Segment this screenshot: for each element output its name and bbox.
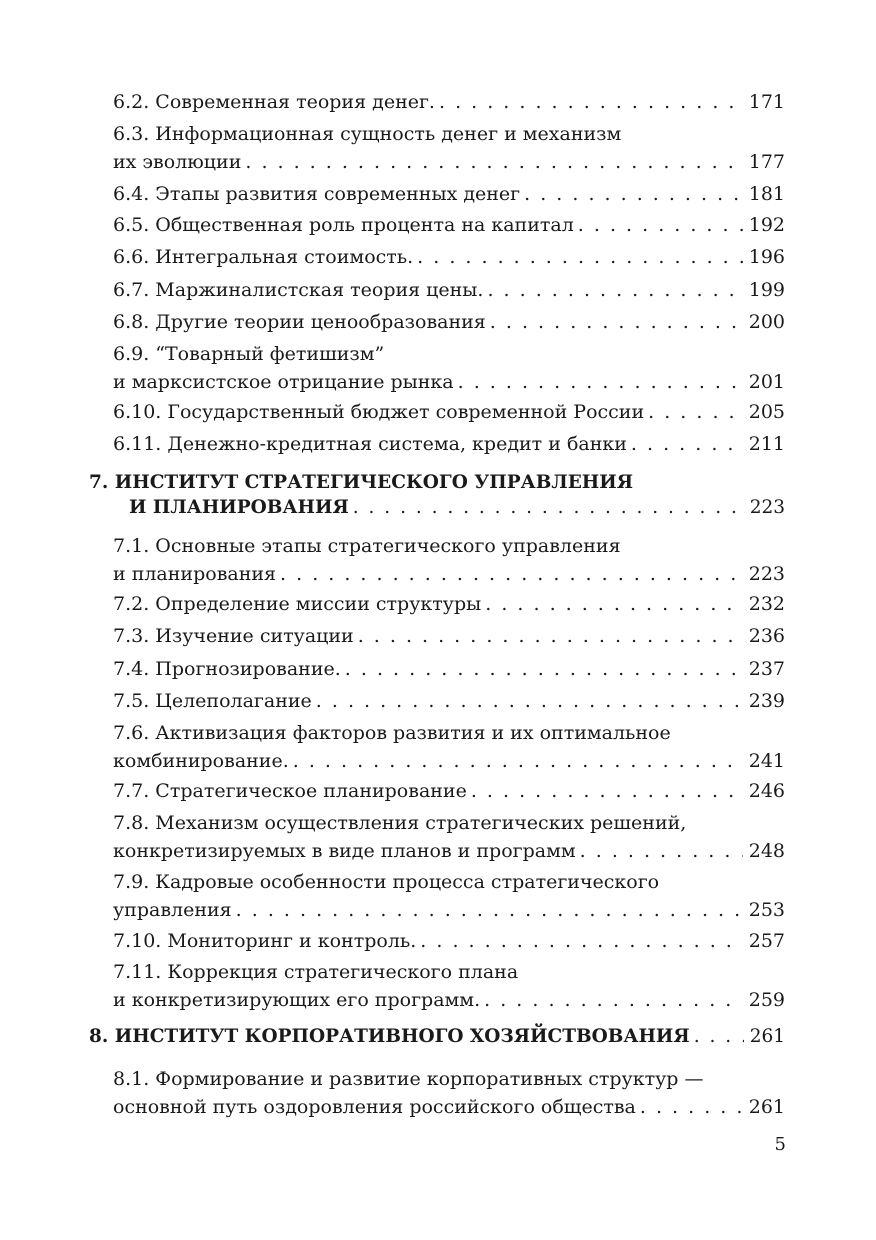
leader-dots	[439, 88, 743, 116]
toc-entry-title: 8.1. Формирование и развитие корпоративных структур —	[113, 1068, 704, 1090]
toc-entry-title: 6.11. Денежно-кредитная система, кредит и банки	[113, 433, 627, 455]
toc-entry[interactable]	[113, 211, 785, 239]
toc-entry-title: 7.5. Целеполагание	[113, 690, 312, 712]
leader-dots	[316, 687, 743, 715]
toc-entry-title: 6.5. Общественная роль процента на капитал	[113, 214, 574, 236]
toc-page-number: 241	[748, 750, 785, 772]
toc-entry-title-cont: комбинирование.	[113, 750, 289, 772]
toc-page-number: 196	[748, 246, 785, 268]
toc-page-number: 261	[748, 1096, 785, 1118]
toc-page-number: 201	[748, 371, 785, 393]
toc-entry-title: 7.2. Определение миссии структуры	[113, 593, 482, 615]
toc-entry-title: 7.3. Изучение ситуации	[113, 625, 354, 647]
toc-entry[interactable]	[113, 809, 785, 865]
toc-entry-title-cont: и марксистское отрицание рынка	[113, 371, 454, 393]
leader-dots	[471, 777, 743, 805]
toc-entry[interactable]	[113, 180, 785, 208]
toc-page-number: 261	[749, 1026, 785, 1047]
toc-entry[interactable]	[113, 532, 785, 588]
toc-entry[interactable]	[113, 398, 785, 426]
toc-entry[interactable]	[113, 276, 785, 304]
toc-page-number: 237	[748, 658, 785, 680]
toc-entry[interactable]	[113, 655, 785, 683]
toc-entry[interactable]	[113, 88, 785, 116]
toc-entry-title: 6.9. “Товарный фетишизм”	[113, 343, 385, 365]
toc-entry-title-cont: управления	[113, 899, 232, 921]
toc-entry[interactable]	[113, 1065, 785, 1121]
leader-dots	[631, 430, 743, 458]
toc-entry-title: 7.11. Коррекция стратегического плана	[113, 961, 519, 983]
toc-entry-title: 6.8. Другие теории ценообразования	[113, 311, 486, 333]
page-number: 5	[774, 1134, 786, 1155]
leader-dots	[420, 927, 742, 955]
toc-entry-title-cont: и конкретизирующих его программ.	[113, 989, 481, 1011]
toc-page-number: 257	[748, 930, 785, 952]
toc-entry-title-cont: конкретизируемых в виде планов и программ	[113, 840, 576, 862]
toc-page-number: 181	[748, 183, 785, 205]
toc-entry-title: 7.8. Механизм осуществления стратегических решений,	[113, 812, 687, 834]
toc-entry[interactable]	[113, 927, 785, 955]
leader-dots	[417, 243, 743, 271]
leader-dots	[236, 896, 743, 924]
leader-dots	[524, 180, 743, 208]
toc-entry-title: 7.7. Стратегическое планирование	[113, 780, 467, 802]
toc-page-number: 246	[748, 780, 785, 802]
toc-entry[interactable]	[113, 868, 785, 924]
toc-chapter-title: 8. ИНСТИТУТ КОРПОРАТИВНОГО ХОЗЯЙСТВОВАНИЯ	[89, 1026, 690, 1047]
toc-entry[interactable]	[113, 622, 785, 650]
leader-dots	[487, 276, 742, 304]
leader-dots	[345, 655, 743, 683]
toc-entry[interactable]	[113, 340, 785, 396]
leader-dots	[353, 495, 744, 520]
toc-entry-title: 6.3. Информационная сущность денег и механизм	[113, 123, 622, 145]
leader-dots	[580, 837, 743, 865]
toc-chapter-entry[interactable]	[89, 1024, 785, 1049]
toc-page-number: 171	[748, 91, 785, 113]
leader-dots	[484, 986, 743, 1014]
leader-dots	[640, 1093, 743, 1121]
toc-entry-title-cont: основной путь оздоровления российского общества	[113, 1096, 636, 1118]
leader-dots	[490, 308, 743, 336]
toc-page-number: 259	[748, 989, 785, 1011]
toc-entry-title-cont: и планирования	[113, 563, 277, 585]
toc-page-number: 223	[748, 563, 785, 585]
toc-page-number: 239	[748, 690, 785, 712]
toc-entry-title-cont: их эволюции	[113, 151, 242, 173]
toc-page-number: 232	[748, 593, 785, 615]
toc-entry[interactable]	[113, 120, 785, 176]
toc-page-number: 248	[748, 840, 785, 862]
leader-dots	[648, 398, 743, 426]
toc-page-number: 192	[748, 214, 785, 236]
toc-entry[interactable]	[113, 308, 785, 336]
toc-entry[interactable]	[113, 243, 785, 271]
toc-page-number: 205	[748, 401, 785, 423]
leader-dots	[358, 622, 743, 650]
toc-entry[interactable]	[113, 430, 785, 458]
toc-page-number: 200	[748, 311, 785, 333]
leader-dots	[280, 560, 743, 588]
toc-entry-title: 7.6. Активизация факторов развития и их оптимальное	[113, 722, 671, 744]
toc-entry-title: 6.6. Интегральная стоимость.	[113, 246, 414, 268]
toc-entry-title: 6.2. Современная теория денег.	[113, 91, 435, 113]
toc-entry[interactable]	[113, 687, 785, 715]
toc-chapter-title: 7. ИНСТИТУТ СТРАТЕГИЧЕСКОГО УПРАВЛЕНИЯ	[89, 472, 634, 493]
toc-entry-title: 6.7. Маржиналистская теория цены.	[113, 279, 484, 301]
toc-entry[interactable]	[113, 719, 785, 775]
leader-dots	[245, 148, 742, 176]
toc-entry[interactable]	[113, 777, 785, 805]
toc-page-number: 253	[748, 899, 785, 921]
leader-dots	[458, 368, 743, 396]
toc-chapter-title-cont: И ПЛАНИРОВАНИЯ	[129, 497, 349, 518]
toc-entry-title: 7.4. Прогнозирование.	[113, 658, 341, 680]
toc-entry-title: 7.9. Кадровые особенности процесса стратегического	[113, 871, 660, 893]
toc-page-number: 236	[748, 625, 785, 647]
toc-page-number: 177	[748, 151, 785, 173]
toc-entry[interactable]	[113, 590, 785, 618]
toc-entry-title: 7.1. Основные этапы стратегического управления	[113, 535, 621, 557]
toc-entry[interactable]	[113, 958, 785, 1014]
toc-chapter-entry[interactable]	[89, 470, 785, 520]
toc-entry-title: 7.10. Мониторинг и контроль.	[113, 930, 417, 952]
toc-entry-title: 6.4. Этапы развития современных денег	[113, 183, 521, 205]
toc-page-number: 199	[748, 279, 785, 301]
leader-dots	[293, 747, 743, 775]
leader-dots	[694, 1024, 744, 1049]
toc-entry-title: 6.10. Государственный бюджет современной России	[113, 401, 645, 423]
toc-page-number: 211	[748, 433, 785, 455]
leader-dots	[485, 590, 742, 618]
leader-dots	[578, 211, 743, 239]
toc-page-number: 223	[749, 497, 785, 518]
